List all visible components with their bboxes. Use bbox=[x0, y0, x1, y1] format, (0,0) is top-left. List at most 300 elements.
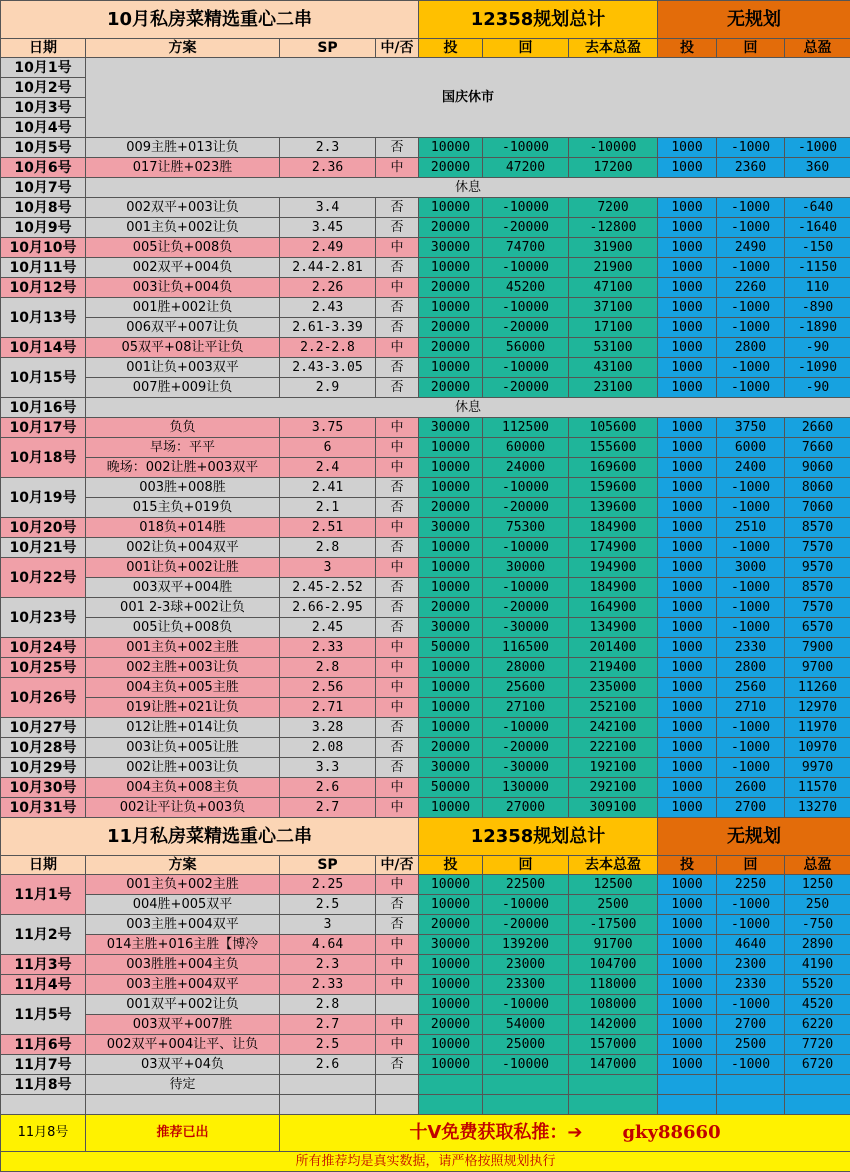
result-cell: 中 bbox=[376, 778, 419, 798]
sp-cell: 2.71 bbox=[280, 698, 376, 718]
plan-cell: 003胜+008胜 bbox=[86, 478, 280, 498]
return-cell: 116500 bbox=[483, 638, 569, 658]
oct-table-row bbox=[1, 538, 850, 558]
date-cell: 11月8号 bbox=[1, 1075, 86, 1095]
account-id: gky88660 bbox=[622, 1122, 720, 1143]
stake2-cell: 1000 bbox=[658, 798, 717, 818]
plan-cell: 001胜+002让负 bbox=[86, 298, 280, 318]
date-cell: 10月5号 bbox=[1, 138, 86, 158]
stake-cell: 10000 bbox=[419, 198, 483, 218]
return2-cell: -1000 bbox=[717, 498, 785, 518]
sp-cell: 2.8 bbox=[280, 995, 376, 1015]
profit2-cell: 12970 bbox=[785, 698, 850, 718]
return2-cell: 2800 bbox=[717, 658, 785, 678]
date-cell: 11月4号 bbox=[1, 975, 86, 995]
result-cell: 否 bbox=[376, 895, 419, 915]
stake2-cell: 1000 bbox=[658, 618, 717, 638]
sp-cell: 2.36 bbox=[280, 158, 376, 178]
blank-cell bbox=[569, 1095, 658, 1115]
net-profit-cell: 192100 bbox=[569, 758, 658, 778]
plan-cell: 待定 bbox=[86, 1075, 280, 1095]
profit2-cell: 6720 bbox=[785, 1055, 850, 1075]
date-cell: 10月21号 bbox=[1, 538, 86, 558]
net-profit-cell: 157000 bbox=[569, 1035, 658, 1055]
return-cell: -10000 bbox=[483, 1055, 569, 1075]
date-cell: 10月18号 bbox=[1, 438, 86, 478]
profit2-cell: 11570 bbox=[785, 778, 850, 798]
result-cell: 中 bbox=[376, 1015, 419, 1035]
return2-cell: -1000 bbox=[717, 478, 785, 498]
return-cell: -10000 bbox=[483, 478, 569, 498]
stake2-cell: 1000 bbox=[658, 955, 717, 975]
nov-column-header-row bbox=[1, 856, 850, 875]
date-cell: 10月26号 bbox=[1, 678, 86, 718]
return-cell: 45200 bbox=[483, 278, 569, 298]
date-cell: 11月3号 bbox=[1, 955, 86, 975]
net-profit-cell: 155600 bbox=[569, 438, 658, 458]
return2-cell: 2800 bbox=[717, 338, 785, 358]
nov-table-row bbox=[1, 1015, 850, 1035]
result-cell: 否 bbox=[376, 258, 419, 278]
nov-table-row bbox=[1, 995, 850, 1015]
profit2-cell: 7570 bbox=[785, 598, 850, 618]
stake-cell: 20000 bbox=[419, 158, 483, 178]
plan-cell: 012让胜+014让负 bbox=[86, 718, 280, 738]
plan-cell: 003主胜+004双平 bbox=[86, 915, 280, 935]
stake-cell: 10000 bbox=[419, 798, 483, 818]
plan-cell: 004胜+005双平 bbox=[86, 895, 280, 915]
net-profit-cell: 17100 bbox=[569, 318, 658, 338]
profit2-cell: 8570 bbox=[785, 578, 850, 598]
stake-cell: 20000 bbox=[419, 1015, 483, 1035]
result-cell: 否 bbox=[376, 218, 419, 238]
stake-cell: 10000 bbox=[419, 458, 483, 478]
nov-col-header: 投 bbox=[658, 856, 717, 875]
plan-cell: 002双平+004负 bbox=[86, 258, 280, 278]
nov-title-row bbox=[1, 818, 850, 856]
nov-table-row bbox=[1, 1055, 850, 1075]
result-cell: 中 bbox=[376, 638, 419, 658]
blank-cell bbox=[280, 1095, 376, 1115]
sp-cell: 3.75 bbox=[280, 418, 376, 438]
plan-cell: 001 2-3球+002让负 bbox=[86, 598, 280, 618]
result-cell: 中 bbox=[376, 975, 419, 995]
oct-table-row bbox=[1, 738, 850, 758]
sp-cell: 2.49 bbox=[280, 238, 376, 258]
net-profit-cell: 169600 bbox=[569, 458, 658, 478]
stake-cell: 20000 bbox=[419, 338, 483, 358]
plan-cell: 早场：平平 bbox=[86, 438, 280, 458]
stake2-cell: 1000 bbox=[658, 995, 717, 1015]
stake2-cell: 1000 bbox=[658, 1035, 717, 1055]
blank-cell bbox=[419, 1095, 483, 1115]
return2-cell: 2260 bbox=[717, 278, 785, 298]
stake-cell: 20000 bbox=[419, 278, 483, 298]
stake-cell: 10000 bbox=[419, 358, 483, 378]
return-cell: 25600 bbox=[483, 678, 569, 698]
net-profit-cell: 2500 bbox=[569, 895, 658, 915]
oct-table-row bbox=[1, 218, 850, 238]
sp-cell: 2.44-2.81 bbox=[280, 258, 376, 278]
net-profit-cell: 194900 bbox=[569, 558, 658, 578]
oct-table-row bbox=[1, 178, 850, 198]
footer-date: 11月8号 bbox=[1, 1115, 86, 1152]
return2-cell: 2560 bbox=[717, 678, 785, 698]
profit2-cell: 6570 bbox=[785, 618, 850, 638]
plan-cell: 负负 bbox=[86, 418, 280, 438]
nov-col-header: 投 bbox=[419, 856, 483, 875]
note-row bbox=[1, 1152, 850, 1172]
return-cell: 75300 bbox=[483, 518, 569, 538]
return-cell: -10000 bbox=[483, 358, 569, 378]
return2-cell: -1000 bbox=[717, 758, 785, 778]
result-cell: 中 bbox=[376, 518, 419, 538]
net-profit-cell: 105600 bbox=[569, 418, 658, 438]
return-cell: -10000 bbox=[483, 895, 569, 915]
return-cell: -20000 bbox=[483, 498, 569, 518]
oct-table-row bbox=[1, 578, 850, 598]
return-cell: 27100 bbox=[483, 698, 569, 718]
date-cell: 10月17号 bbox=[1, 418, 86, 438]
oct-table-row bbox=[1, 358, 850, 378]
plan-cell: 014主胜+016主胜【博冷 bbox=[86, 935, 280, 955]
result-cell: 中 bbox=[376, 955, 419, 975]
stake2-cell: 1000 bbox=[658, 538, 717, 558]
profit2-cell bbox=[785, 1075, 850, 1095]
return2-cell bbox=[717, 1075, 785, 1095]
oct-col-header: 日期 bbox=[1, 39, 86, 58]
date-cell: 10月23号 bbox=[1, 598, 86, 638]
stake-cell: 10000 bbox=[419, 698, 483, 718]
return-cell: -10000 bbox=[483, 718, 569, 738]
return2-cell: -1000 bbox=[717, 718, 785, 738]
oct-col-header: 去本总盈 bbox=[569, 39, 658, 58]
return2-cell: 2330 bbox=[717, 975, 785, 995]
sp-cell: 3 bbox=[280, 915, 376, 935]
return-cell: -20000 bbox=[483, 218, 569, 238]
profit2-cell: 7660 bbox=[785, 438, 850, 458]
return-cell: 27000 bbox=[483, 798, 569, 818]
sp-cell: 2.51 bbox=[280, 518, 376, 538]
profit2-cell: 5520 bbox=[785, 975, 850, 995]
nov-table-row bbox=[1, 875, 850, 895]
profit2-cell: 9700 bbox=[785, 658, 850, 678]
plan-cell: 009主胜+013让负 bbox=[86, 138, 280, 158]
profit2-cell: 10970 bbox=[785, 738, 850, 758]
return2-cell: -1000 bbox=[717, 258, 785, 278]
return-cell: 23300 bbox=[483, 975, 569, 995]
net-profit-cell: -17500 bbox=[569, 915, 658, 935]
result-cell bbox=[376, 1075, 419, 1095]
result-cell: 否 bbox=[376, 378, 419, 398]
return-cell: 139200 bbox=[483, 935, 569, 955]
nov-table-row bbox=[1, 1035, 850, 1055]
result-cell: 否 bbox=[376, 618, 419, 638]
stake2-cell: 1000 bbox=[658, 278, 717, 298]
stake-cell: 20000 bbox=[419, 318, 483, 338]
net-profit-cell: 147000 bbox=[569, 1055, 658, 1075]
plan-cell: 007胜+009让负 bbox=[86, 378, 280, 398]
stake2-cell: 1000 bbox=[658, 238, 717, 258]
return2-cell: -1000 bbox=[717, 318, 785, 338]
stake-cell: 30000 bbox=[419, 618, 483, 638]
nov-table-row bbox=[1, 975, 850, 995]
net-profit-cell: 159600 bbox=[569, 478, 658, 498]
return2-cell: -1000 bbox=[717, 218, 785, 238]
sp-cell: 2.5 bbox=[280, 895, 376, 915]
return-cell: 28000 bbox=[483, 658, 569, 678]
recommend-label: 推荐已出 bbox=[86, 1115, 280, 1152]
footer-note: 所有推荐均是真实数据，请严格按照规划执行 bbox=[1, 1152, 850, 1172]
result-cell: 否 bbox=[376, 298, 419, 318]
stake-cell: 30000 bbox=[419, 758, 483, 778]
return2-cell: 2510 bbox=[717, 518, 785, 538]
stake-cell: 10000 bbox=[419, 538, 483, 558]
stake2-cell: 1000 bbox=[658, 558, 717, 578]
profit2-cell: 9060 bbox=[785, 458, 850, 478]
profit2-cell: -90 bbox=[785, 338, 850, 358]
return-cell: -10000 bbox=[483, 138, 569, 158]
stake-cell: 50000 bbox=[419, 638, 483, 658]
nov-table-row bbox=[1, 935, 850, 955]
return2-cell: 6000 bbox=[717, 438, 785, 458]
stake2-cell: 1000 bbox=[658, 218, 717, 238]
return-cell: 112500 bbox=[483, 418, 569, 438]
stake2-cell: 1000 bbox=[658, 518, 717, 538]
date-cell: 10月19号 bbox=[1, 478, 86, 518]
result-cell bbox=[376, 995, 419, 1015]
nov-col-header: 中/否 bbox=[376, 856, 419, 875]
plan-cell: 004主负+005主胜 bbox=[86, 678, 280, 698]
result-cell: 中 bbox=[376, 875, 419, 895]
profit2-cell: 250 bbox=[785, 895, 850, 915]
stake2-cell: 1000 bbox=[658, 578, 717, 598]
return-cell: -20000 bbox=[483, 738, 569, 758]
oct-table-row bbox=[1, 318, 850, 338]
stake-cell: 20000 bbox=[419, 598, 483, 618]
sp-cell bbox=[280, 1075, 376, 1095]
date-cell: 11月1号 bbox=[1, 875, 86, 915]
plan-cell: 002让负+004双平 bbox=[86, 538, 280, 558]
oct-table-row bbox=[1, 698, 850, 718]
result-cell: 中 bbox=[376, 238, 419, 258]
plan-cell: 003胜胜+004主负 bbox=[86, 955, 280, 975]
plan-cell: 004主负+008主负 bbox=[86, 778, 280, 798]
net-profit-cell: -12800 bbox=[569, 218, 658, 238]
plan-cell: 005让负+008负 bbox=[86, 618, 280, 638]
return-cell: 47200 bbox=[483, 158, 569, 178]
net-profit-cell: 43100 bbox=[569, 358, 658, 378]
sp-cell: 2.9 bbox=[280, 378, 376, 398]
plan-cell: 003让负+004负 bbox=[86, 278, 280, 298]
sp-cell: 6 bbox=[280, 438, 376, 458]
stake-cell: 20000 bbox=[419, 378, 483, 398]
oct-table-row bbox=[1, 638, 850, 658]
result-cell: 否 bbox=[376, 1055, 419, 1075]
sp-cell: 3.3 bbox=[280, 758, 376, 778]
sp-cell: 2.08 bbox=[280, 738, 376, 758]
return-cell: -30000 bbox=[483, 618, 569, 638]
stake2-cell: 1000 bbox=[658, 718, 717, 738]
net-profit-cell: 174900 bbox=[569, 538, 658, 558]
oct-table-row bbox=[1, 598, 850, 618]
oct-table-row bbox=[1, 558, 850, 578]
blank-cell bbox=[785, 1095, 850, 1115]
result-cell: 否 bbox=[376, 198, 419, 218]
sp-cell: 3 bbox=[280, 558, 376, 578]
stake2-cell: 1000 bbox=[658, 915, 717, 935]
plan-cell: 001让负+002让胜 bbox=[86, 558, 280, 578]
profit2-cell: 11970 bbox=[785, 718, 850, 738]
stake-cell bbox=[419, 1075, 483, 1095]
date-cell: 10月31号 bbox=[1, 798, 86, 818]
plan-cell: 018负+014胜 bbox=[86, 518, 280, 538]
plan-cell: 002让胜+003让负 bbox=[86, 758, 280, 778]
holiday-cell: 国庆休市 bbox=[86, 58, 850, 138]
return-cell: -10000 bbox=[483, 538, 569, 558]
stake2-cell: 1000 bbox=[658, 418, 717, 438]
oct-table-row bbox=[1, 278, 850, 298]
oct-table-row bbox=[1, 758, 850, 778]
plan-cell: 017让胜+023胜 bbox=[86, 158, 280, 178]
stake2-cell: 1000 bbox=[658, 378, 717, 398]
stake-cell: 10000 bbox=[419, 995, 483, 1015]
result-cell: 否 bbox=[376, 358, 419, 378]
net-profit-cell: 164900 bbox=[569, 598, 658, 618]
profit2-cell: -640 bbox=[785, 198, 850, 218]
return-cell: -20000 bbox=[483, 915, 569, 935]
plan-cell: 003主胜+004双平 bbox=[86, 975, 280, 995]
nov-col-header: 日期 bbox=[1, 856, 86, 875]
sp-cell: 2.26 bbox=[280, 278, 376, 298]
profit2-cell: 11260 bbox=[785, 678, 850, 698]
oct-table-row bbox=[1, 158, 850, 178]
result-cell: 中 bbox=[376, 658, 419, 678]
oct-table-row bbox=[1, 618, 850, 638]
stake-cell: 10000 bbox=[419, 138, 483, 158]
return2-cell: 2700 bbox=[717, 1015, 785, 1035]
oct-col-header: 回 bbox=[717, 39, 785, 58]
nov-table-row bbox=[1, 895, 850, 915]
net-profit-cell: 219400 bbox=[569, 658, 658, 678]
result-cell: 中 bbox=[376, 935, 419, 955]
net-profit-cell: 292100 bbox=[569, 778, 658, 798]
return-cell: 60000 bbox=[483, 438, 569, 458]
nov-col-header: 方案 bbox=[86, 856, 280, 875]
oct-section-title: 10月私房菜精选重心二串 bbox=[1, 1, 419, 39]
result-cell: 否 bbox=[376, 538, 419, 558]
plan-cell: 05双平+08让平让负 bbox=[86, 338, 280, 358]
stake2-cell bbox=[658, 1075, 717, 1095]
net-profit-cell: -10000 bbox=[569, 138, 658, 158]
plan-cell: 002主胜+003让负 bbox=[86, 658, 280, 678]
result-cell: 否 bbox=[376, 598, 419, 618]
result-cell: 中 bbox=[376, 458, 419, 478]
return2-cell: 2500 bbox=[717, 1035, 785, 1055]
profit2-cell: 2660 bbox=[785, 418, 850, 438]
plan-cell: 006双平+007让负 bbox=[86, 318, 280, 338]
stake2-cell: 1000 bbox=[658, 258, 717, 278]
return-cell: -20000 bbox=[483, 318, 569, 338]
date-cell: 10月12号 bbox=[1, 278, 86, 298]
plan-cell: 002双平+003让负 bbox=[86, 198, 280, 218]
profit2-cell: -1890 bbox=[785, 318, 850, 338]
return-cell: 25000 bbox=[483, 1035, 569, 1055]
net-profit-cell: 184900 bbox=[569, 578, 658, 598]
stake2-cell: 1000 bbox=[658, 298, 717, 318]
rest-cell: 休息 bbox=[86, 398, 850, 418]
result-cell: 中 bbox=[376, 558, 419, 578]
oct-col-header: 中/否 bbox=[376, 39, 419, 58]
oct-plan-total-header: 12358规划总计 bbox=[419, 1, 658, 39]
return2-cell: -1000 bbox=[717, 995, 785, 1015]
return2-cell: -1000 bbox=[717, 538, 785, 558]
stake-cell: 10000 bbox=[419, 478, 483, 498]
net-profit-cell: 142000 bbox=[569, 1015, 658, 1035]
stake-cell: 10000 bbox=[419, 1035, 483, 1055]
date-cell: 10月25号 bbox=[1, 658, 86, 678]
net-profit-cell: 37100 bbox=[569, 298, 658, 318]
oct-table-row bbox=[1, 198, 850, 218]
return-cell: -10000 bbox=[483, 198, 569, 218]
date-cell: 11月2号 bbox=[1, 915, 86, 955]
plan-cell: 003双平+004胜 bbox=[86, 578, 280, 598]
stake-cell: 10000 bbox=[419, 438, 483, 458]
oct-table-row bbox=[1, 238, 850, 258]
stake-cell: 10000 bbox=[419, 1055, 483, 1075]
result-cell: 中 bbox=[376, 338, 419, 358]
date-cell: 10月24号 bbox=[1, 638, 86, 658]
sp-cell: 2.7 bbox=[280, 798, 376, 818]
net-profit-cell: 53100 bbox=[569, 338, 658, 358]
oct-table-row bbox=[1, 438, 850, 458]
return-cell: 22500 bbox=[483, 875, 569, 895]
result-cell: 中 bbox=[376, 678, 419, 698]
date-cell: 10月8号 bbox=[1, 198, 86, 218]
plan-cell: 005让负+008负 bbox=[86, 238, 280, 258]
sp-cell: 2.43 bbox=[280, 298, 376, 318]
sp-cell: 3.4 bbox=[280, 198, 376, 218]
sp-cell: 2.6 bbox=[280, 778, 376, 798]
stake-cell: 10000 bbox=[419, 558, 483, 578]
plan-cell: 002让平让负+003负 bbox=[86, 798, 280, 818]
date-cell: 10月1号 bbox=[1, 58, 86, 78]
return-cell: -10000 bbox=[483, 995, 569, 1015]
return-cell: 24000 bbox=[483, 458, 569, 478]
return2-cell: 2700 bbox=[717, 798, 785, 818]
profit2-cell: 6220 bbox=[785, 1015, 850, 1035]
stake2-cell: 1000 bbox=[658, 738, 717, 758]
stake-cell: 30000 bbox=[419, 935, 483, 955]
profit2-cell: 360 bbox=[785, 158, 850, 178]
profit2-cell: 8570 bbox=[785, 518, 850, 538]
date-cell: 11月7号 bbox=[1, 1055, 86, 1075]
net-profit-cell: 7200 bbox=[569, 198, 658, 218]
promo-text: 十V免费获取私推：➔ bbox=[409, 1122, 582, 1143]
oct-col-header: SP bbox=[280, 39, 376, 58]
net-profit-cell: 242100 bbox=[569, 718, 658, 738]
nov-col-header: 回 bbox=[483, 856, 569, 875]
net-profit-cell: 184900 bbox=[569, 518, 658, 538]
net-profit-cell: 17200 bbox=[569, 158, 658, 178]
profit2-cell: -1090 bbox=[785, 358, 850, 378]
rest-cell: 休息 bbox=[86, 178, 850, 198]
result-cell: 否 bbox=[376, 578, 419, 598]
oct-holiday-row bbox=[1, 58, 850, 78]
oct-table-row bbox=[1, 478, 850, 498]
net-profit-cell: 23100 bbox=[569, 378, 658, 398]
stake2-cell: 1000 bbox=[658, 478, 717, 498]
